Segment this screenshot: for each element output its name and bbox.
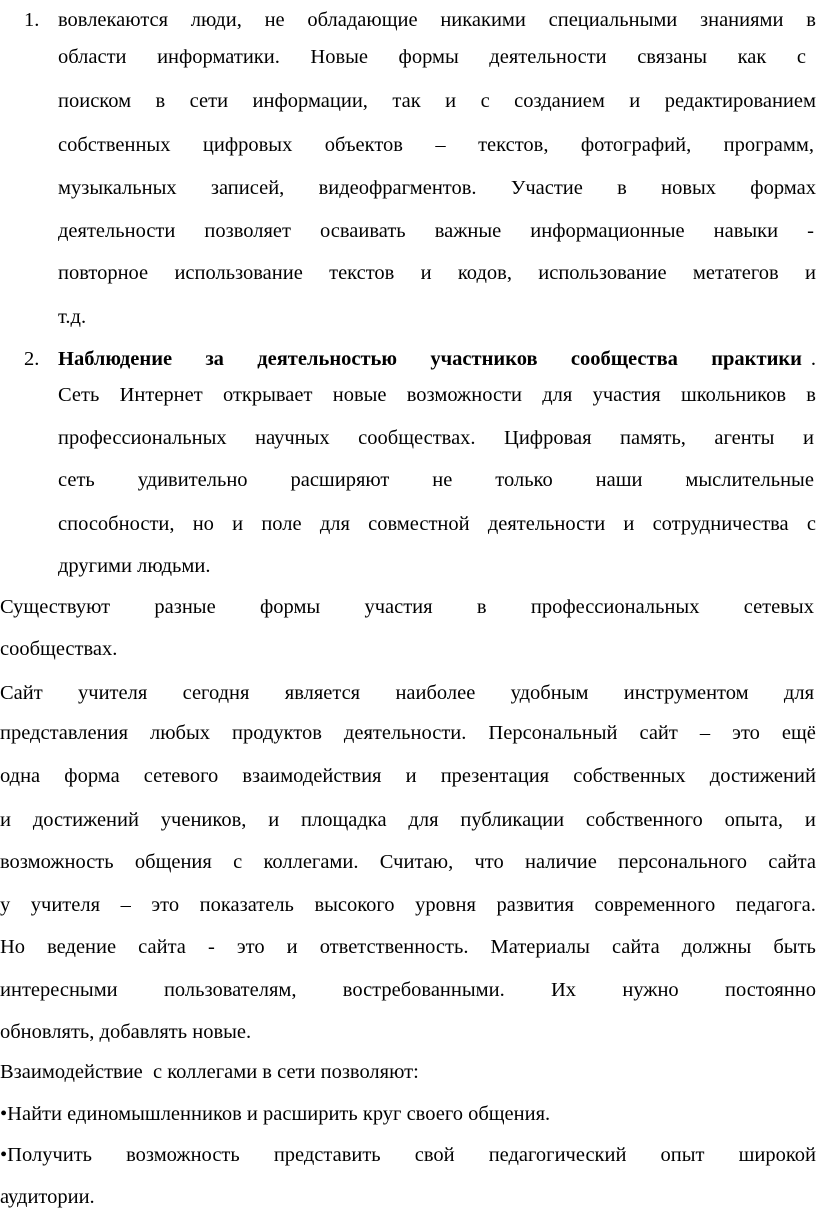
item1-line-7: повторное использование текстов и кодов, использование метатегов и — [58, 262, 816, 284]
site-line-3: одна форма сетевого взаимодействия и презентация собственных достижений — [0, 765, 816, 787]
item1-line-6: деятельности позволяет осваивать важные информационные навыки - — [58, 220, 814, 242]
item2-line-1: Сеть Интернет открывает новые возможности для участия школьников в — [58, 384, 816, 406]
item1-line-8: т.д. — [58, 306, 87, 328]
item2-line-2: профессиональных научных сообществах. Цифровая память, агенты и — [58, 427, 814, 449]
forms-line-2: сообществах. — [0, 638, 118, 660]
item2-line-5: другими людьми. — [58, 555, 211, 577]
site-line-8: интересными пользователям, востребованными. Их нужно постоянно — [0, 979, 816, 1001]
bullet-item-1: •Найти единомышленников и расширить круг своего общения. — [0, 1103, 551, 1125]
item1-line-2: области информатики. Новые формы деятельности связаны как с — [58, 46, 806, 68]
item1-line-1: вовлекаются люди, не обладающие никакими специальными знаниями в — [58, 9, 816, 31]
site-line-6: у учителя – это показатель высокого уровня развития современного педагога. — [0, 894, 816, 916]
site-line-1: Сайт учителя сегодня является наиболее удобным инструментом для — [0, 682, 814, 704]
item2-line-4: способности, но и поле для совместной деятельности и сотрудничества с — [58, 513, 816, 535]
site-line-5: возможность общения с коллегами. Считаю, что наличие персонального сайта — [0, 851, 816, 873]
bullet-item-2-line-1: •Получить возможность представить свой педагогический опыт широкой — [0, 1144, 816, 1166]
list-number-2: 2. — [24, 348, 40, 370]
site-line-4: и достижений учеников, и площадка для публикации собственного опыта, и — [0, 809, 816, 831]
bullet-item-2-line-2: аудитории. — [0, 1186, 95, 1208]
site-line-2: представления любых продуктов деятельности. Персональный сайт – это ещё — [0, 722, 816, 744]
forms-line-1: Существуют разные формы участия в профессиональных сетевых — [0, 596, 814, 618]
interaction-intro: Взаимодействие с коллегами в сети позволяют: — [0, 1061, 419, 1083]
item2-line-3: сеть удивительно расширяют не только наши мыслительные — [58, 469, 814, 491]
item2-title-end: . — [810, 348, 816, 370]
item2-title — [58, 349, 816, 370]
item1-line-3: поиском в сети информации, так и с созданием и редактированием — [58, 90, 816, 112]
site-line-7: Но ведение сайта - это и ответственность. Материалы сайта должны быть — [0, 936, 816, 958]
item2-bold-title: Наблюдение за деятельностью участников сообщества практики — [58, 348, 802, 370]
item1-line-4: собственных цифровых объектов – текстов, фотографий, программ, — [58, 134, 814, 156]
item1-line-5: музыкальных записей, видеофрагментов. Участие в новых формах — [58, 177, 816, 199]
list-number-1: 1. — [24, 9, 40, 31]
site-line-9: обновлять, добавлять новые. — [0, 1021, 252, 1043]
